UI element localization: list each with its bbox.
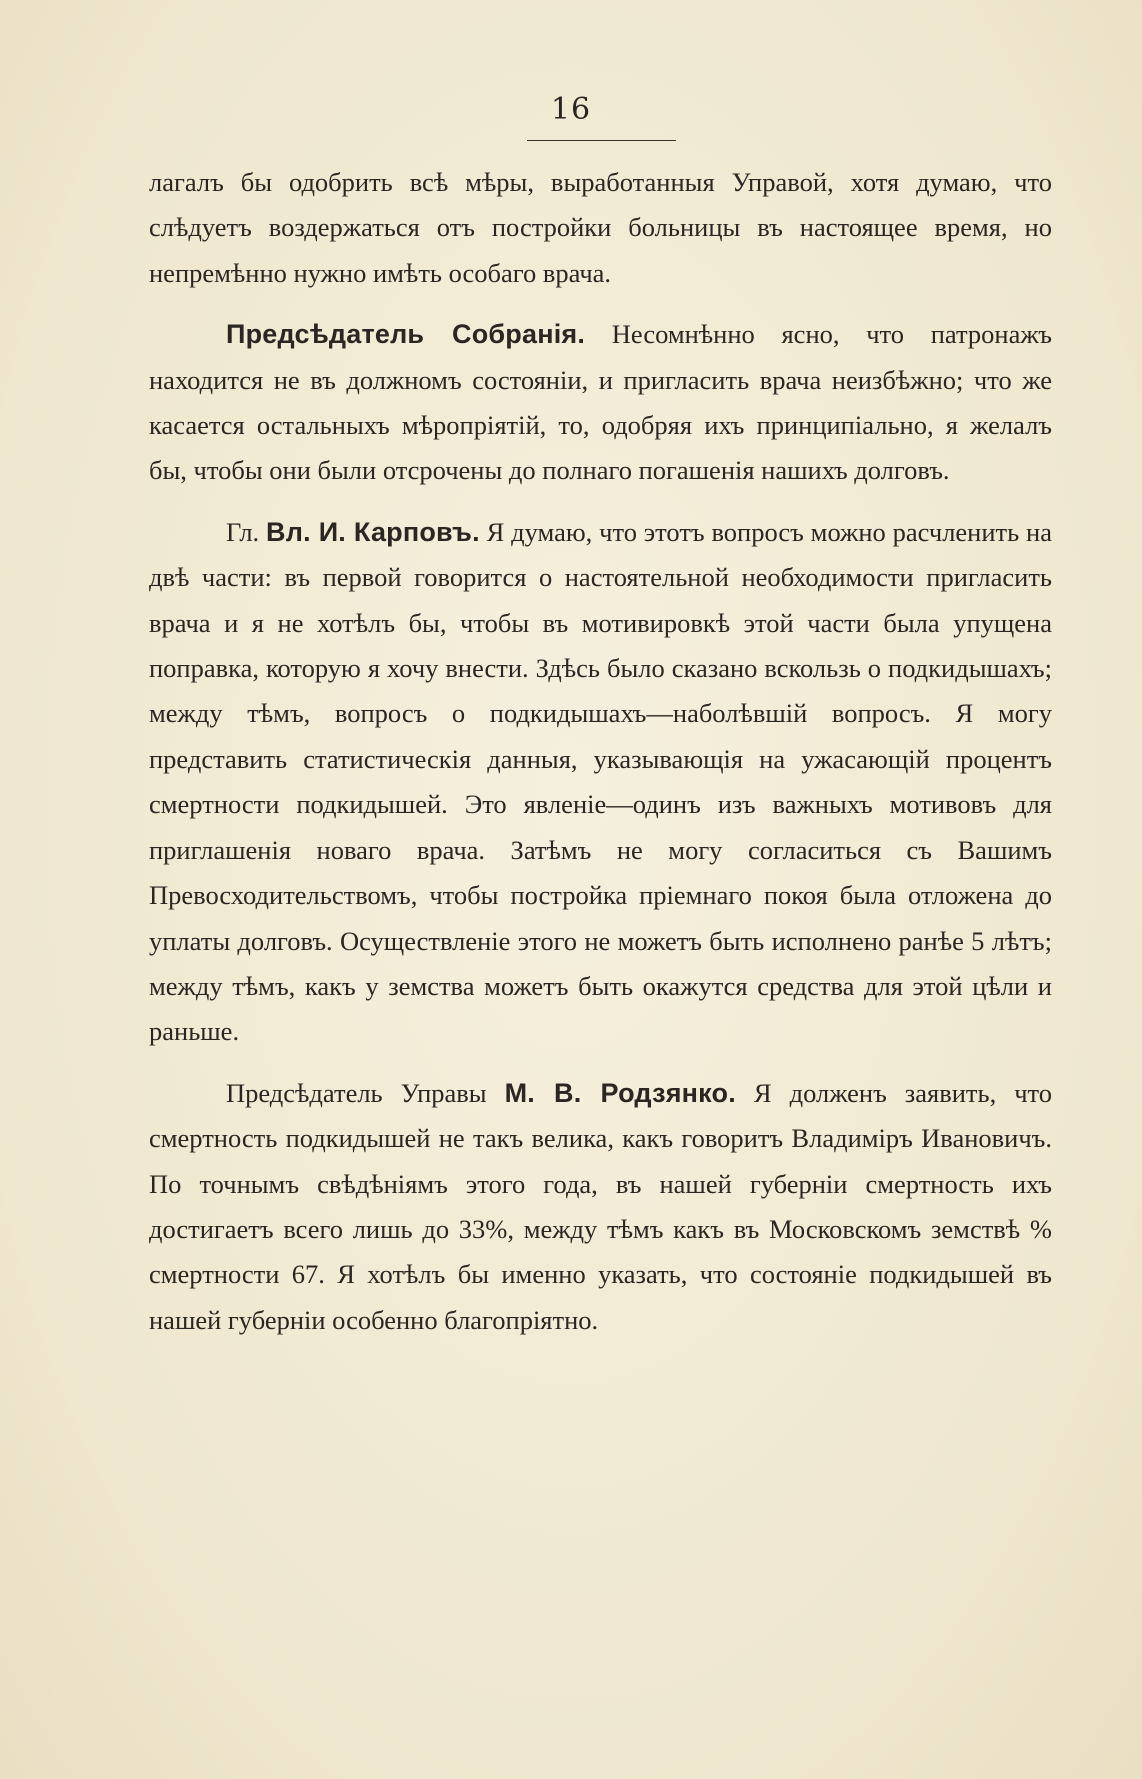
body-text — [149, 160, 1052, 1343]
header-rule — [527, 140, 676, 141]
paragraph-continuation — [149, 160, 1052, 296]
speaker-prefix: Гл. — [226, 516, 267, 547]
speaker-name: Предсѣдатель Собранія. — [226, 319, 586, 350]
paragraph-karpov — [149, 510, 1052, 1055]
speaker-prefix: Предсѣдатель Управы — [226, 1077, 505, 1108]
page-number: 16 — [550, 92, 592, 127]
paragraph-text: Несомнѣнно ясно, что патронажъ находится не въ должномъ состояніи, и пригласить врача неизбѣжно; что же касается остальныхъ мѣропріятій, то, одобряя ихъ принципіально, я желалъ бы, чтобы они были отсрочены до полнаго погашенія нашихъ долговъ. — [149, 319, 1052, 486]
speaker-name: Вл. И. Карповъ. — [266, 516, 480, 547]
paragraph-chairman-assembly — [149, 312, 1052, 494]
paragraph-text: Я долженъ заявить, что смертность подкидышей не такъ велика, какъ говоритъ Владиміръ Ивановичъ. По точнымъ свѣдѣніямъ этого года, въ нашей губерніи смертность ихъ достигаетъ всего лишь до 33%, между тѣмъ какъ въ Московскомъ земствѣ % смертности 67. Я хотѣлъ бы именно указать, что состояніе подкидышей въ нашей губерніи особенно благопріятно. — [149, 1077, 1053, 1335]
speaker-name: М. В. Родзянко. — [504, 1077, 736, 1108]
paragraph-rodzyanko — [149, 1071, 1052, 1343]
page-header — [0, 92, 1142, 127]
paragraph-text: Я думаю, что этотъ вопросъ можно расчленить на двѣ части: въ первой говорится о настоятельной необходимости пригласить врача и я не хотѣлъ бы, чтобы въ мотивировкѣ этой части была упущена поправка, которую я хочу внести. Здѣсь было сказано вскользь о подкидышахъ; между тѣмъ, вопросъ о подкидышахъ—наболѣвшій вопросъ. Я могу представить статистическія данныя, указывающія на ужасающій процентъ смертности подкидышей. Это явленіе—одинъ изъ важныхъ мотивовъ для приглашенія новаго врача. Затѣмъ не могу согласиться съ Вашимъ Превосходительствомъ, чтобы постройка пріемнаго покоя была отложена до уплаты долговъ. Осуществленіе этого не можетъ быть исполнено ранѣе 5 лѣтъ; между тѣмъ, какъ у земства можетъ быть окажутся средства для этой цѣли и раньше. — [149, 516, 1053, 1047]
paragraph-text: лагалъ бы одобрить всѣ мѣры, выработанныя Управой, хотя думаю, что слѣдуетъ воздержаться отъ постройки больницы въ настоящее время, но непремѣнно нужно имѣть особаго врача. — [149, 167, 1052, 288]
